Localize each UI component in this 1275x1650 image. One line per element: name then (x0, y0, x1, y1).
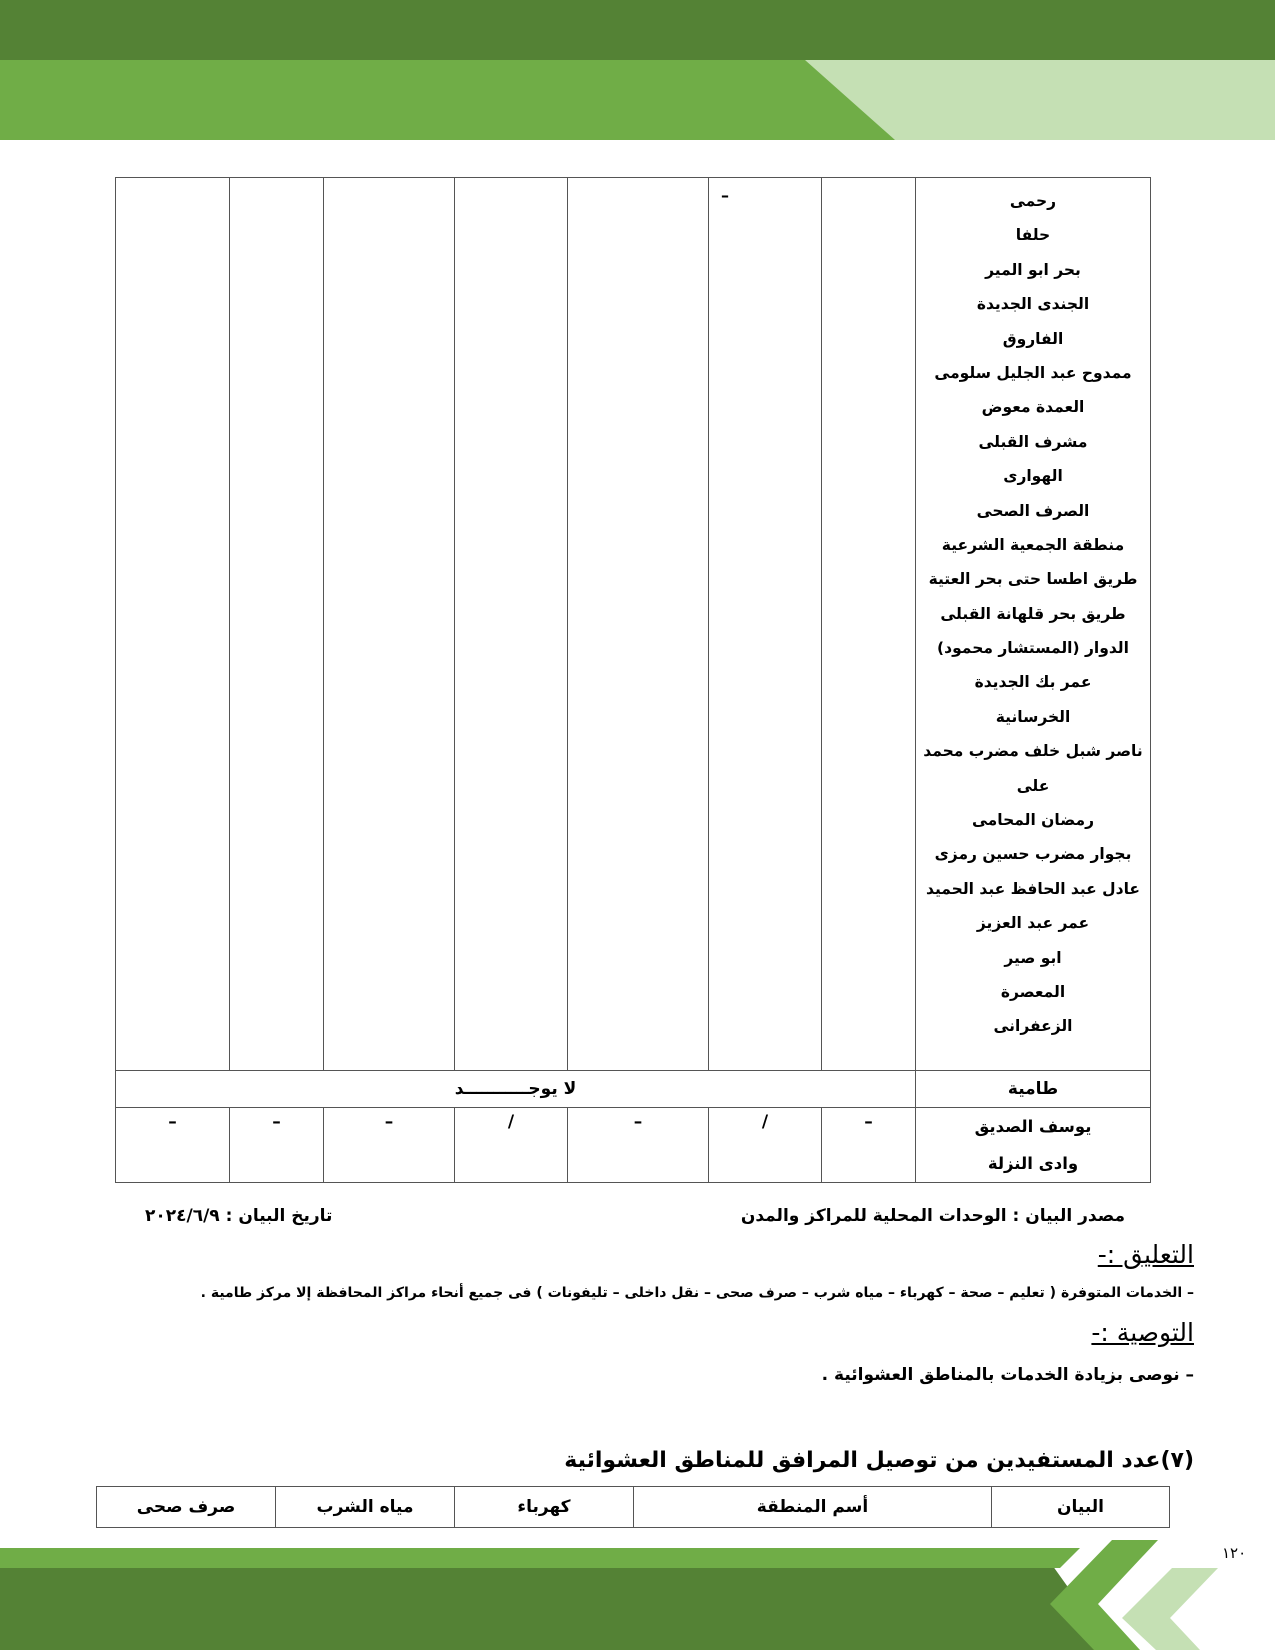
area-name: الهوارى (1003, 467, 1063, 486)
header-area-name: أسم المنطقة (634, 1487, 992, 1528)
area-name: طريق اطسا حتى بحر العتية (928, 570, 1138, 589)
areas-table (115, 177, 1151, 1183)
table-cell: – (230, 1107, 324, 1182)
area-name: الدوار (المستشار محمود) (937, 639, 1129, 658)
area-name: الصرف الصحى (976, 501, 1090, 520)
table-cell: / (709, 1107, 822, 1182)
area-name: رحمى (1009, 192, 1057, 210)
table-cell (116, 178, 230, 1071)
footer-banner (0, 1540, 1275, 1650)
area-names-cell (916, 178, 1151, 1071)
region-wadi-label: وادى النزلة (987, 1153, 1079, 1173)
header-water: مياه الشرب (276, 1487, 455, 1528)
area-name: ناصر شبل خلف مضرب محمد (923, 742, 1143, 761)
area-name: العمدة معوض (981, 398, 1085, 417)
table-cell: – (568, 1107, 709, 1182)
table-cell (324, 178, 455, 1071)
area-name: الزعفرانى (993, 1017, 1073, 1036)
table-cell: – (709, 178, 822, 1071)
area-name: على (1016, 776, 1050, 795)
table-cell (455, 178, 568, 1071)
header-electricity: كهرباء (455, 1487, 634, 1528)
recommendation-heading: التوصية :- (1091, 1318, 1194, 1347)
area-name: عادل عبد الحافظ عبد الحميد (926, 879, 1140, 898)
area-name: المعصرة (1000, 982, 1066, 1001)
area-name: ابو صير (1004, 948, 1062, 967)
header-banner (0, 0, 1275, 140)
beneficiaries-table (96, 1486, 1170, 1528)
area-name: الخرسانية (995, 707, 1071, 726)
table-cell (822, 178, 916, 1071)
page-number: ١٢٠ (1222, 1544, 1247, 1562)
table-header-row (97, 1487, 1170, 1528)
area-name: بحر ابو المير (985, 260, 1081, 279)
table-cell: – (116, 1107, 230, 1182)
region-yousef-label: يوسف الصديق (974, 1116, 1092, 1136)
comment-heading: التعليق :- (1097, 1240, 1194, 1269)
header-sewage: صرف صحى (97, 1487, 276, 1528)
region-yousef-cell (916, 1107, 1151, 1182)
table-row (116, 178, 1151, 1071)
area-name: حلفا (1015, 226, 1051, 245)
no-data-cell: لا يوجـــــــــــد (116, 1070, 916, 1107)
table-cell (230, 178, 324, 1071)
area-name: منطقة الجمعية الشرعية (941, 535, 1125, 554)
area-name: بجوار مضرب حسين رمزى (934, 845, 1132, 864)
table-cell: – (324, 1107, 455, 1182)
area-name: ممدوح عبد الجليل سلومى (934, 363, 1132, 382)
area-name: عمر بك الجديدة (974, 673, 1092, 692)
area-name: عمر عبد العزيز (976, 914, 1090, 933)
recommendation-text: – نوصى بزيادة الخدمات بالمناطق العشوائية . (821, 1365, 1194, 1385)
table-row (116, 1107, 1151, 1182)
data-date: تاريخ البيان : ٢٠٢٤/٦/٩ (145, 1206, 333, 1226)
section-title: (٧)عدد المستفيدين من توصيل المرافق للمناطق العشوائية (564, 1448, 1194, 1473)
area-name: الجندى الجديدة (976, 295, 1090, 314)
table-cell: / (455, 1107, 568, 1182)
header-statement: البيان (992, 1487, 1170, 1528)
area-name: مشرف القبلى (978, 432, 1088, 451)
area-name: طريق بحر قلهانة القبلى (940, 604, 1126, 623)
table-cell (568, 178, 709, 1071)
region-tamia: طامية (916, 1070, 1151, 1107)
data-source: مصدر البيان : الوحدات المحلية للمراكز والمدن (740, 1206, 1125, 1226)
area-name: رمضان المحامى (971, 811, 1095, 830)
table-cell: – (822, 1107, 916, 1182)
area-name: الفاروق (1002, 329, 1064, 348)
table-row (116, 1070, 1151, 1107)
comment-text: – الخدمات المتوفرة ( تعليم – صحة – كهرباء – مياه شرب – صرف صحى – نقل داخلى – تليفونات ) فى جميع أنحاء مراكز المحافظة إلا مركز طامية . (200, 1285, 1194, 1301)
